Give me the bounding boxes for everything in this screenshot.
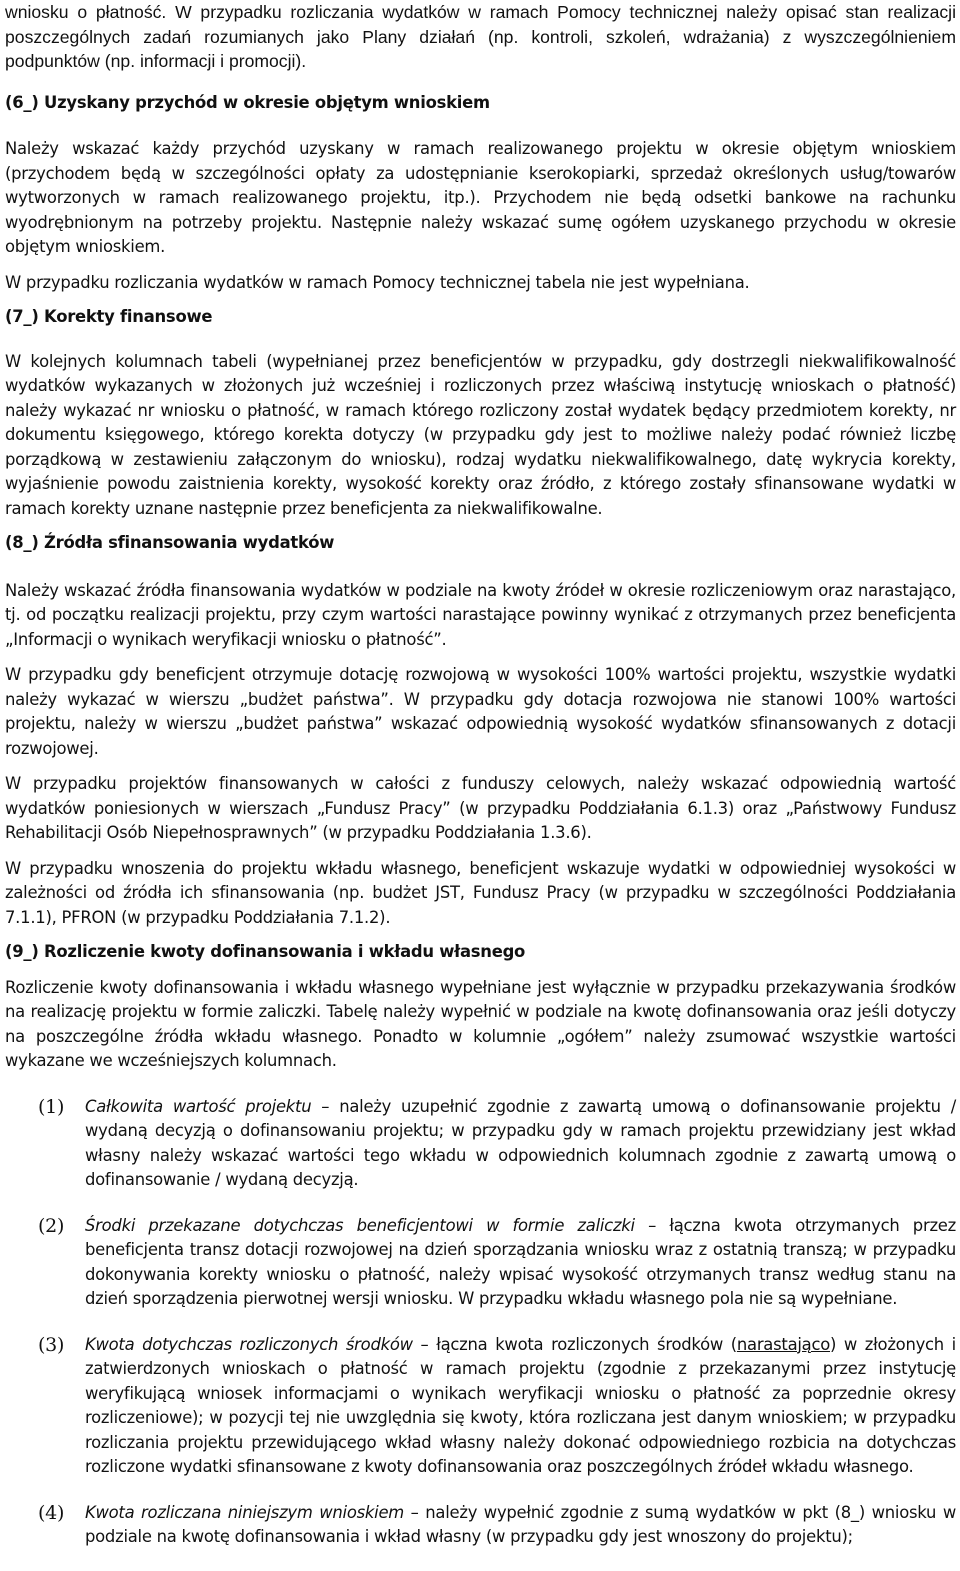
list-item-term: Kwota dotychczas rozliczonych środków (85, 1334, 413, 1354)
section-8-paragraph-4: W przypadku wnoszenia do projektu wkładu własnego, beneficjent wskazuje wydatki w odpowiedniej wysokości w zależności od źródła ich sfinansowania (np. budżet JST, Fundusz Pracy (w przypadku w szczególności Poddziałania 7.1.1), PFRON (w przypadku Poddziałania 7.1.2). (5, 858, 956, 927)
section-9-paragraph-1: Rozliczenie kwoty dofinansowania i wkładu własnego wypełniane jest wyłącznie w przypadku przekazywania środków na realizację projektu w formie zaliczki. Tabelę należy wypełnić w podziale na kwotę dofinansowania oraz jeśli dotyczy na poszczególne źródła wkładu własnego. Ponadto w kolumnie „ogółem” należy zsumować wszystkie wartości wykazane we wcześniejszych kolumnach. (5, 977, 956, 1070)
list-item-dash: – (634, 1215, 670, 1235)
list-item-underlined: narastająco (736, 1334, 831, 1354)
section-8-heading: (8_) Źródła sfinansowania wydatków (5, 533, 335, 552)
intro-paragraph: wniosku o płatność. W przypadku rozliczania wydatków w ramach Pomocy technicznej należy opisać stan realizacji poszczególnych zadań rozumianych jako Plany działań (np. kontroli, szkoleń, wdrażania) z wyszczególnieniem podpunktów (np. informacji i promocji). (5, 2, 956, 71)
list-item (5, 1333, 956, 1480)
section-6-paragraph-2: W przypadku rozliczania wydatków w ramach Pomocy technicznej tabela nie jest wypełniana. (5, 272, 750, 292)
list-item-dash: – (311, 1096, 340, 1116)
section-6-heading: (6_) Uzyskany przychód w okresie objętym wnioskiem (5, 92, 490, 112)
list-item-text-after: ) w złożonych i zatwierdzonych wnioskach o płatność w ramach projektu (zgodnie z przekazanymi przez instytucję weryfikującą wniosek informacjami o wynikach weryfikacji wniosku o płatność za poprzednie okresy rozliczeniowe); w pozycji tej nie uwzględnia się kwoty, która rozliczana jest danym wnioskiem; w przypadku rozliczania projektu przewidującego wkład własny należy dokonać odpowiedniego rozbicia na dotychczas rozliczone wydatki sfinansowane z kwoty dofinansowania oraz poszczególnych źródeł wkładu własnego. (85, 1334, 956, 1476)
list-item-text: należy wypełnić zgodnie z sumą wydatków w pkt (8_) wniosku w podziale na kwotę dofinansowania i wkład własny (w przypadku gdy jest wnoszony do projektu); (85, 1502, 956, 1546)
section-7-heading: (7_) Korekty finansowe (5, 307, 213, 326)
section-8-paragraph-3: W przypadku projektów finansowanych w całości z funduszy celowych, należy wskazać odpowiednią wartość wydatków poniesionych w wierszach „Fundusz Pracy” (w przypadku Poddziałania 6.1.3) oraz „Państwowy Fundusz Rehabilitacji Osób Niepełnosprawnych” (w przypadku Poddziałania 1.3.6). (5, 774, 956, 842)
section-9-heading: (9_) Rozliczenie kwoty dofinansowania i wkładu własnego (5, 942, 526, 961)
list-item-term: Kwota rozliczana niniejszym wnioskiem (85, 1502, 405, 1522)
list-item-dash: – (412, 1334, 437, 1354)
list-item-term: Środki przekazane dotychczas beneficjentowi w formie zaliczki (85, 1215, 635, 1235)
list-item-body (85, 1333, 956, 1480)
list-item-body (85, 1095, 956, 1193)
section-8-paragraph-1: Należy wskazać źródła finansowania wydatków w podziale na kwoty źródeł w okresie rozliczeniowym oraz narastająco, tj. od początku realizacji projektu, przy czym wartości narastające powinny wynikać z otrzymanych przez beneficjenta „Informacji o wynikach weryfikacji wniosku o płatność”. (5, 580, 956, 649)
list-item-body (85, 1501, 956, 1550)
section-6-paragraph-1: Należy wskazać każdy przychód uzyskany w ramach realizowanego projektu w okresie objętym wnioskiem (przychodem będą w szczególności opłaty za udostępnianie kserokopiarki, sprzedaż określonych usług/towarów wytworzonych w ramach realizowanego projektu, itp.). Przychodem nie będą odsetki bankowe na rachunku wyodrębnionym na potrzeby projektu. Następnie należy wskazać sumę ogółem uzyskanego przychodu w okresie objętym wnioskiem. (5, 139, 956, 256)
list-item (5, 1501, 956, 1550)
list-item-number: (2) (38, 1214, 65, 1237)
list-item (5, 1214, 956, 1312)
list-item-number: (1) (38, 1095, 65, 1118)
list-item-number: (4) (38, 1501, 65, 1524)
list-item (5, 1095, 956, 1193)
list-item-term: Całkowita wartość projektu (85, 1096, 312, 1116)
list-item-dash: – (404, 1502, 426, 1522)
list-item-text: łączna kwota otrzymanych przez beneficjenta transz dotacji rozwojowej na dzień sporządzania wniosku wraz z ostatnią transzą; w przypadku dokonywania korekty wniosku o płatność, należy wpisać wysokość otrzymanych transz według stanu na dzień sporządzenia pierwotnej wersji wniosku. W przypadku wkładu własnego pola nie są wypełniane. (85, 1215, 956, 1308)
numbered-list (5, 1095, 956, 1550)
list-item-text-before: łączna kwota rozliczonych środków ( (436, 1334, 737, 1354)
document-page (5, 0, 956, 1571)
section-8-paragraph-2: W przypadku gdy beneficjent otrzymuje dotację rozwojową w wysokości 100% wartości projektu, wszystkie wydatki należy wykazać w wierszu „budżet państwa”. W przypadku gdy dotacja rozwojowa nie stanowi 100% wartości projektu, należy w wierszu „budżet państwa” wskazać odpowiednią wysokość wydatków sfinansowanych z dotacji rozwojowej. (5, 665, 956, 758)
section-7-paragraph-1: W kolejnych kolumnach tabeli (wypełnianej przez beneficjentów w przypadku, gdy dostrzegli niekwalifikowalność wydatków wykazanych w złożonych już wcześniej i rozliczonych przez właściwą instytucję wnioskach o płatność) należy wykazać nr wniosku o płatność, w ramach którego rozliczony został wydatek będący przedmiotem korekty, nr dokumentu księgowego, którego korekta dotyczy (w przypadku gdy jest to możliwe należy podać również liczbę porządkową w zestawieniu załączonym do wniosku), rodzaj wydatku niekwalifikowalnego, datę wykrycia korekty, wyjaśnienie powodu zaistnienia korekty, wysokość korekty oraz źródło, z którego zostały sfinansowane wydatki w ramach korekty uznane następnie przez beneficjenta za niekwalifikowalne. (5, 351, 956, 518)
list-item-body (85, 1214, 956, 1312)
list-item-number: (3) (38, 1333, 65, 1356)
list-item-text: należy uzupełnić zgodnie z zawartą umową o dofinansowanie projektu / wydaną decyzją o dofinansowaniu projektu; w przypadku gdy w ramach projektu przewidziany jest wkład własny należy wskazać wartości tego wkładu w odpowiednich kolumnach zgodnie z zawartą umową o dofinansowanie / wydaną decyzją. (85, 1096, 956, 1189)
